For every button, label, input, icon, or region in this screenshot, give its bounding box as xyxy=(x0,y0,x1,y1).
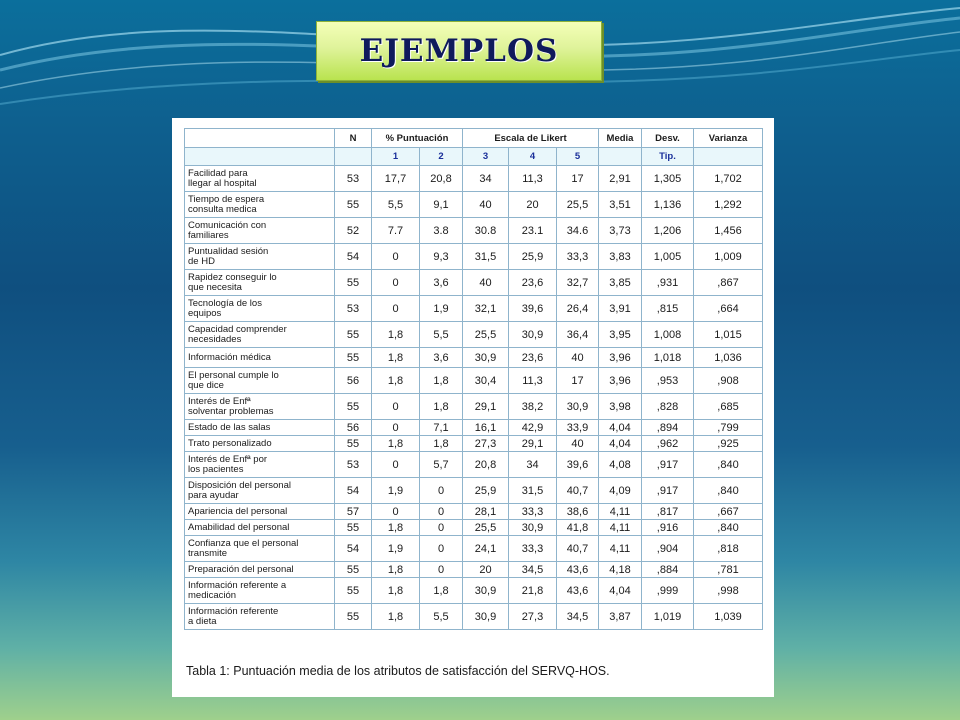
cell-value: 3,85 xyxy=(599,270,642,296)
cell-value: 1,015 xyxy=(694,322,763,348)
table-body xyxy=(185,129,763,630)
cell-value: 5,5 xyxy=(372,192,420,218)
cell-value: 54 xyxy=(335,478,372,504)
cell-value: 1,018 xyxy=(642,348,694,368)
cell-value: 1,8 xyxy=(420,394,463,420)
header-desv: Desv. xyxy=(642,129,694,148)
row-label-line: Apariencia del personal xyxy=(188,505,288,517)
cell-value: 23.1 xyxy=(509,218,557,244)
row-label xyxy=(185,166,335,192)
cell-value: 0 xyxy=(420,504,463,520)
row-label-line: a dieta xyxy=(188,615,217,627)
row-label-line: Puntualidad sesión xyxy=(188,245,269,257)
cell-value: 41,8 xyxy=(557,520,599,536)
row-label xyxy=(185,420,335,436)
cell-value: 5,5 xyxy=(420,604,463,630)
row-label-line: Preparación del personal xyxy=(188,563,294,575)
table-row xyxy=(185,270,763,296)
header-puntuacion: % Puntuación xyxy=(372,129,463,148)
cell-value: 55 xyxy=(335,562,372,578)
cell-value: 33,9 xyxy=(557,420,599,436)
cell-value: 55 xyxy=(335,322,372,348)
row-label-line: Facilidad para xyxy=(188,167,248,179)
cell-value: ,953 xyxy=(642,368,694,394)
cell-value: 40,7 xyxy=(557,478,599,504)
table-row xyxy=(185,604,763,630)
cell-value: 54 xyxy=(335,244,372,270)
cell-value: 30,9 xyxy=(509,520,557,536)
satisfaction-table xyxy=(184,128,763,630)
row-label-line: Rapidez conseguir lo xyxy=(188,271,277,283)
row-label xyxy=(185,218,335,244)
cell-value: ,931 xyxy=(642,270,694,296)
cell-value: 28,1 xyxy=(463,504,509,520)
row-label xyxy=(185,478,335,504)
cell-value: 24,1 xyxy=(463,536,509,562)
cell-value: 3,96 xyxy=(599,348,642,368)
row-label-line: llegar al hospital xyxy=(188,177,257,189)
cell-value: ,815 xyxy=(642,296,694,322)
subheader-empty xyxy=(335,148,372,166)
row-label-line: de HD xyxy=(188,255,215,267)
cell-value: ,840 xyxy=(694,478,763,504)
cell-value: 33,3 xyxy=(509,504,557,520)
cell-value: 0 xyxy=(420,536,463,562)
row-label xyxy=(185,436,335,452)
cell-value: 55 xyxy=(335,604,372,630)
row-label-line: Amabilidad del personal xyxy=(188,521,290,533)
cell-value: 27,3 xyxy=(463,436,509,452)
table-row xyxy=(185,578,763,604)
table-row xyxy=(185,536,763,562)
row-label-line: Información referente a xyxy=(188,579,287,591)
cell-value: 34 xyxy=(509,452,557,478)
table-row xyxy=(185,452,763,478)
row-label xyxy=(185,192,335,218)
cell-value: 40 xyxy=(463,270,509,296)
cell-value: 25,5 xyxy=(463,520,509,536)
table-row xyxy=(185,192,763,218)
row-label-line: Disposición del personal xyxy=(188,479,291,491)
cell-value: 25,9 xyxy=(463,478,509,504)
cell-value: 1,702 xyxy=(694,166,763,192)
table-row xyxy=(185,244,763,270)
cell-value: 25,9 xyxy=(509,244,557,270)
cell-value: 9,3 xyxy=(420,244,463,270)
cell-value: 55 xyxy=(335,578,372,604)
row-label-line: necesidades xyxy=(188,333,242,345)
cell-value: 4,11 xyxy=(599,520,642,536)
table-row xyxy=(185,218,763,244)
cell-value: 0 xyxy=(372,296,420,322)
row-label-line: medicación xyxy=(188,589,237,601)
cell-value: 29,1 xyxy=(509,436,557,452)
row-label-line: para ayudar xyxy=(188,489,239,501)
subheader-empty xyxy=(185,148,335,166)
cell-value: 34 xyxy=(463,166,509,192)
cell-value: 1,009 xyxy=(694,244,763,270)
cell-value: ,828 xyxy=(642,394,694,420)
slide-title: EJEMPLOS xyxy=(359,33,559,69)
row-label xyxy=(185,322,335,348)
cell-value: 1,036 xyxy=(694,348,763,368)
row-label xyxy=(185,394,335,420)
cell-value: 32,7 xyxy=(557,270,599,296)
cell-value: 0 xyxy=(372,244,420,270)
cell-value: 20 xyxy=(509,192,557,218)
table-row xyxy=(185,166,763,192)
cell-value: 0 xyxy=(372,452,420,478)
cell-value: 3,98 xyxy=(599,394,642,420)
header-empty xyxy=(185,129,335,148)
row-label xyxy=(185,244,335,270)
cell-value: 56 xyxy=(335,368,372,394)
cell-value: 55 xyxy=(335,270,372,296)
cell-value: 20,8 xyxy=(420,166,463,192)
cell-value: 57 xyxy=(335,504,372,520)
cell-value: 1,9 xyxy=(420,296,463,322)
cell-value: 11,3 xyxy=(509,166,557,192)
cell-value: 43,6 xyxy=(557,562,599,578)
cell-value: 4,04 xyxy=(599,436,642,452)
cell-value: 34,5 xyxy=(509,562,557,578)
cell-value: 23,6 xyxy=(509,348,557,368)
cell-value: 34.6 xyxy=(557,218,599,244)
cell-value: 4,09 xyxy=(599,478,642,504)
cell-value: 1,8 xyxy=(372,322,420,348)
cell-value: 33,3 xyxy=(557,244,599,270)
header-varianza: Varianza xyxy=(694,129,763,148)
cell-value: 34,5 xyxy=(557,604,599,630)
cell-value: 1,9 xyxy=(372,536,420,562)
row-label xyxy=(185,520,335,536)
cell-value: 1,456 xyxy=(694,218,763,244)
row-label-line: Estado de las salas xyxy=(188,421,271,433)
cell-value: ,962 xyxy=(642,436,694,452)
cell-value: 36,4 xyxy=(557,322,599,348)
row-label xyxy=(185,368,335,394)
cell-value: 0 xyxy=(420,478,463,504)
row-label-line: Interés de Enfª xyxy=(188,395,251,407)
cell-value: 30,9 xyxy=(463,578,509,604)
cell-value: 53 xyxy=(335,296,372,322)
cell-value: ,925 xyxy=(694,436,763,452)
cell-value: ,667 xyxy=(694,504,763,520)
cell-value: 42,9 xyxy=(509,420,557,436)
cell-value: ,685 xyxy=(694,394,763,420)
cell-value: 17,7 xyxy=(372,166,420,192)
subheader-scale-2: 2 xyxy=(420,148,463,166)
cell-value: 5,5 xyxy=(420,322,463,348)
cell-value: 31,5 xyxy=(463,244,509,270)
cell-value: ,664 xyxy=(694,296,763,322)
cell-value: 55 xyxy=(335,348,372,368)
table-row xyxy=(185,562,763,578)
row-label-line: Información referente xyxy=(188,605,279,617)
cell-value: 3,6 xyxy=(420,348,463,368)
cell-value: 3,83 xyxy=(599,244,642,270)
cell-value: 33,3 xyxy=(509,536,557,562)
cell-value: ,917 xyxy=(642,452,694,478)
cell-value: 1,8 xyxy=(372,520,420,536)
cell-value: 27,3 xyxy=(509,604,557,630)
cell-value: 29,1 xyxy=(463,394,509,420)
cell-value: 1,8 xyxy=(372,562,420,578)
cell-value: 3.8 xyxy=(420,218,463,244)
cell-value: 53 xyxy=(335,452,372,478)
subheader-empty xyxy=(599,148,642,166)
cell-value: 3,51 xyxy=(599,192,642,218)
header-likert: Escala de Likert xyxy=(463,129,599,148)
cell-value: 56 xyxy=(335,420,372,436)
title-box xyxy=(316,21,602,81)
subheader-row xyxy=(185,148,763,166)
row-label-line: Comunicación con xyxy=(188,219,267,231)
cell-value: ,916 xyxy=(642,520,694,536)
cell-value: ,998 xyxy=(694,578,763,604)
table-row xyxy=(185,520,763,536)
cell-value: 53 xyxy=(335,166,372,192)
subheader-tip: Tip. xyxy=(642,148,694,166)
cell-value: 1,039 xyxy=(694,604,763,630)
subheader-scale-5: 5 xyxy=(557,148,599,166)
row-label-line: que necesita xyxy=(188,281,242,293)
cell-value: ,840 xyxy=(694,452,763,478)
cell-value: ,894 xyxy=(642,420,694,436)
cell-value: 55 xyxy=(335,394,372,420)
cell-value: 39,6 xyxy=(509,296,557,322)
cell-value: 26,4 xyxy=(557,296,599,322)
subheader-empty xyxy=(694,148,763,166)
cell-value: 1,8 xyxy=(372,604,420,630)
table-row xyxy=(185,436,763,452)
cell-value: 23,6 xyxy=(509,270,557,296)
cell-value: 1,8 xyxy=(372,578,420,604)
cell-value: 1,005 xyxy=(642,244,694,270)
cell-value: 1,206 xyxy=(642,218,694,244)
row-label-line: Información médica xyxy=(188,351,271,363)
cell-value: 3,87 xyxy=(599,604,642,630)
cell-value: 16,1 xyxy=(463,420,509,436)
cell-value: 1,8 xyxy=(420,578,463,604)
row-label-line: equipos xyxy=(188,307,222,319)
cell-value: 1,305 xyxy=(642,166,694,192)
cell-value: 7.7 xyxy=(372,218,420,244)
cell-value: 30.8 xyxy=(463,218,509,244)
row-label xyxy=(185,562,335,578)
row-label xyxy=(185,270,335,296)
cell-value: 30,4 xyxy=(463,368,509,394)
cell-value: 4,04 xyxy=(599,578,642,604)
header-media: Media xyxy=(599,129,642,148)
cell-value: ,908 xyxy=(694,368,763,394)
cell-value: 1,8 xyxy=(372,368,420,394)
cell-value: 30,9 xyxy=(509,322,557,348)
row-label xyxy=(185,348,335,368)
cell-value: ,818 xyxy=(694,536,763,562)
header-row xyxy=(185,129,763,148)
row-label-line: Trato personalizado xyxy=(188,437,272,449)
cell-value: 17 xyxy=(557,368,599,394)
cell-value: ,999 xyxy=(642,578,694,604)
cell-value: 1,019 xyxy=(642,604,694,630)
cell-value: 0 xyxy=(372,394,420,420)
cell-value: 21,8 xyxy=(509,578,557,604)
cell-value: 25,5 xyxy=(557,192,599,218)
cell-value: 20 xyxy=(463,562,509,578)
cell-value: 30,9 xyxy=(463,604,509,630)
cell-value: 2,91 xyxy=(599,166,642,192)
cell-value: 0 xyxy=(420,520,463,536)
row-label-line: transmite xyxy=(188,547,228,559)
cell-value: 17 xyxy=(557,166,599,192)
cell-value: 1,8 xyxy=(420,436,463,452)
cell-value: 1,8 xyxy=(420,368,463,394)
cell-value: 31,5 xyxy=(509,478,557,504)
cell-value: 4,08 xyxy=(599,452,642,478)
cell-value: 9,1 xyxy=(420,192,463,218)
subheader-scale-1: 1 xyxy=(372,148,420,166)
cell-value: 0 xyxy=(420,562,463,578)
cell-value: 40 xyxy=(557,348,599,368)
cell-value: 55 xyxy=(335,520,372,536)
row-label-line: familiares xyxy=(188,229,229,241)
cell-value: 4,11 xyxy=(599,536,642,562)
cell-value: 1,8 xyxy=(372,436,420,452)
cell-value: 4,18 xyxy=(599,562,642,578)
cell-value: 3,95 xyxy=(599,322,642,348)
table-row xyxy=(185,478,763,504)
row-label xyxy=(185,578,335,604)
table-row xyxy=(185,296,763,322)
cell-value: 55 xyxy=(335,436,372,452)
cell-value: 40 xyxy=(463,192,509,218)
row-label-line: El personal cumple lo xyxy=(188,369,279,381)
cell-value: 54 xyxy=(335,536,372,562)
cell-value: 52 xyxy=(335,218,372,244)
row-label-line: solventar problemas xyxy=(188,405,274,417)
table-row xyxy=(185,394,763,420)
cell-value: 32,1 xyxy=(463,296,509,322)
table-row xyxy=(185,504,763,520)
cell-value: 25,5 xyxy=(463,322,509,348)
table-row xyxy=(185,348,763,368)
cell-value: 1,8 xyxy=(372,348,420,368)
cell-value: 39,6 xyxy=(557,452,599,478)
cell-value: 43,6 xyxy=(557,578,599,604)
cell-value: 11,3 xyxy=(509,368,557,394)
cell-value: ,884 xyxy=(642,562,694,578)
row-label xyxy=(185,604,335,630)
cell-value: 7,1 xyxy=(420,420,463,436)
cell-value: 40 xyxy=(557,436,599,452)
cell-value: 38,2 xyxy=(509,394,557,420)
row-label xyxy=(185,504,335,520)
cell-value: 1,292 xyxy=(694,192,763,218)
row-label-line: Confianza que el personal xyxy=(188,537,299,549)
cell-value: 1,9 xyxy=(372,478,420,504)
table-caption: Tabla 1: Puntuación media de los atributos de satisfacción del SERVQ-HOS. xyxy=(186,664,610,678)
cell-value: ,917 xyxy=(642,478,694,504)
cell-value: 1,008 xyxy=(642,322,694,348)
cell-value: 3,73 xyxy=(599,218,642,244)
cell-value: 4,04 xyxy=(599,420,642,436)
row-label-line: Capacidad comprender xyxy=(188,323,287,335)
row-label xyxy=(185,452,335,478)
cell-value: 0 xyxy=(372,270,420,296)
table-row xyxy=(185,420,763,436)
header-n: N xyxy=(335,129,372,148)
cell-value: ,840 xyxy=(694,520,763,536)
row-label-line: consulta medica xyxy=(188,203,257,215)
row-label-line: los pacientes xyxy=(188,463,244,475)
cell-value: ,799 xyxy=(694,420,763,436)
cell-value: 5,7 xyxy=(420,452,463,478)
cell-value: 3,96 xyxy=(599,368,642,394)
table-image xyxy=(172,118,774,697)
cell-value: ,867 xyxy=(694,270,763,296)
row-label xyxy=(185,296,335,322)
cell-value: ,817 xyxy=(642,504,694,520)
cell-value: 55 xyxy=(335,192,372,218)
row-label-line: Interés de Enfª por xyxy=(188,453,268,465)
cell-value: 1,136 xyxy=(642,192,694,218)
cell-value: ,904 xyxy=(642,536,694,562)
cell-value: 4,11 xyxy=(599,504,642,520)
table-row xyxy=(185,368,763,394)
cell-value: 3,6 xyxy=(420,270,463,296)
subheader-scale-4: 4 xyxy=(509,148,557,166)
row-label xyxy=(185,536,335,562)
cell-value: 20,8 xyxy=(463,452,509,478)
cell-value: ,781 xyxy=(694,562,763,578)
cell-value: 30,9 xyxy=(557,394,599,420)
row-label-line: Tecnología de los xyxy=(188,297,262,309)
cell-value: 0 xyxy=(372,504,420,520)
row-label-line: que dice xyxy=(188,379,224,391)
cell-value: 38,6 xyxy=(557,504,599,520)
cell-value: 40,7 xyxy=(557,536,599,562)
row-label-line: Tiempo de espera xyxy=(188,193,265,205)
table-row xyxy=(185,322,763,348)
subheader-scale-3: 3 xyxy=(463,148,509,166)
cell-value: 3,91 xyxy=(599,296,642,322)
cell-value: 30,9 xyxy=(463,348,509,368)
cell-value: 0 xyxy=(372,420,420,436)
